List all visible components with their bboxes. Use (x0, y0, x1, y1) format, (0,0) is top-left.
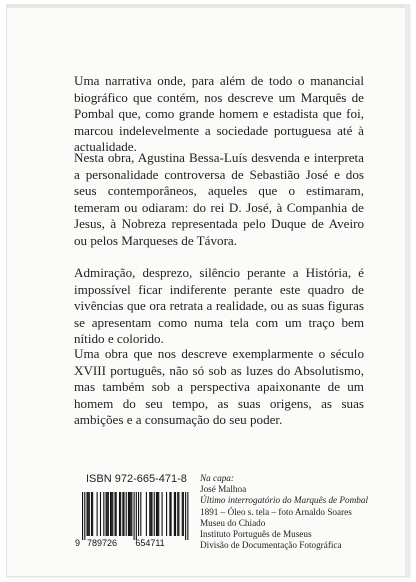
barcode-bar (175, 492, 176, 536)
cover-caption (200, 473, 370, 551)
barcode-bar (123, 492, 124, 536)
caption-division: Divisão de Documentação Fotográfica (200, 540, 342, 551)
barcode-bar (134, 492, 135, 540)
barcode-bar (91, 492, 92, 536)
barcode-bar (128, 492, 129, 536)
synopsis-paragraph-2: Nesta obra, Agustina Bessa-Luís desvenda e interpreta a personalidade controversa de Sebastião José e dos seus contemporâneos, aqueles que o estimaram, temeram ou odiaram: do rei D. José, à Companhia de Jesus, à Nobreza representada pelo Duque de Aveiro ou pelos Marqueses de Távora. (74, 150, 364, 248)
barcode-bar (110, 492, 111, 536)
barcode-digits-left: 789726 (86, 538, 118, 548)
barcode-bar (162, 492, 163, 536)
barcode-bar (120, 492, 121, 536)
barcode-bar (92, 492, 93, 536)
barcode-bar (187, 492, 188, 540)
barcode-bar (97, 492, 98, 536)
barcode-bar (170, 492, 171, 536)
synopsis-paragraph-3: Admiração, desprezo, silêncio perante a História, é impossível ficar indiferente perante este quadro de vivências que ora retrata a realidade, ou as suas figuras se apresentam como numa tela com um traço bem nítido e colorido. (74, 265, 364, 347)
caption-museum: Museu do Chiado (200, 517, 266, 528)
barcode-bar (158, 492, 159, 536)
caption-painter: José Malhoa (200, 484, 247, 495)
barcode-bar (183, 492, 184, 536)
barcode-bar (146, 492, 147, 536)
barcode-bar (150, 492, 151, 536)
barcode-bar (129, 492, 130, 536)
barcode-bar (106, 492, 107, 536)
barcode-bar (89, 492, 90, 536)
barcode-bar (112, 492, 113, 536)
caption-medium: 1891 – Óleo s. tela – foto Arnaldo Soares (200, 506, 352, 517)
barcode-bar (138, 492, 139, 536)
barcode-bar (149, 492, 150, 536)
cover-edge-top (7, 5, 409, 8)
barcode-bar (157, 492, 158, 536)
barcode-bar (88, 492, 89, 536)
cover-edge-right (405, 5, 409, 576)
barcode-bar (86, 492, 87, 536)
barcode-bar (136, 492, 137, 540)
barcode-bar (166, 492, 167, 536)
isbn-barcode (72, 490, 192, 548)
barcode-bar (126, 492, 127, 536)
barcode-bar (151, 492, 152, 536)
barcode-bar (131, 492, 132, 536)
barcode-bar (82, 492, 83, 540)
barcode-bar (178, 492, 179, 536)
barcode-bar (185, 492, 186, 540)
synopsis-paragraph-4: Uma obra que nos descreve exemplarmente o século XVIII português, não só sob as luzes do Absolutismo, mas também sob a perspectiva apaixonante de um homem do seu tempo, as suas origens, as suas ambições e a consumação do seu poder. (74, 346, 364, 428)
isbn-label: ISBN 972-665-471-8 (86, 473, 187, 485)
barcode-bar (116, 492, 117, 536)
barcode-bar (103, 492, 104, 536)
barcode-bar (156, 492, 157, 536)
barcode-bar (100, 492, 101, 536)
synopsis-paragraph-1: Uma narrativa onde, para além de todo o manancial biográfico que contém, nos descreve um Marquês de Pombal que, como grande homem e estadista que foi, marcou indelevelmente a sociedade portuguesa até à actualidade. (74, 73, 364, 155)
barcode-bar (130, 492, 131, 536)
barcode-digits-right: 654711 (135, 538, 165, 548)
barcode-bar (119, 492, 120, 536)
caption-heading: Na capa: (200, 473, 234, 483)
barcode-bar (114, 492, 115, 536)
barcode-bar (177, 492, 178, 536)
barcode-digit-first: 9 (75, 538, 81, 548)
barcode-bar (107, 492, 108, 536)
barcode-bar (140, 492, 141, 536)
barcode-bar (174, 492, 175, 536)
barcode-bar (108, 492, 109, 536)
barcode-bar (154, 492, 155, 536)
barcode-bar (111, 492, 112, 536)
caption-institute: Instituto Português de Museus (200, 529, 312, 540)
barcode-bar (122, 492, 123, 536)
barcode-bar (182, 492, 183, 536)
caption-painting-title: Último interrogatório do Marquês de Pombal (200, 495, 369, 506)
barcode-bar (84, 492, 85, 540)
barcode-bar (169, 492, 170, 536)
